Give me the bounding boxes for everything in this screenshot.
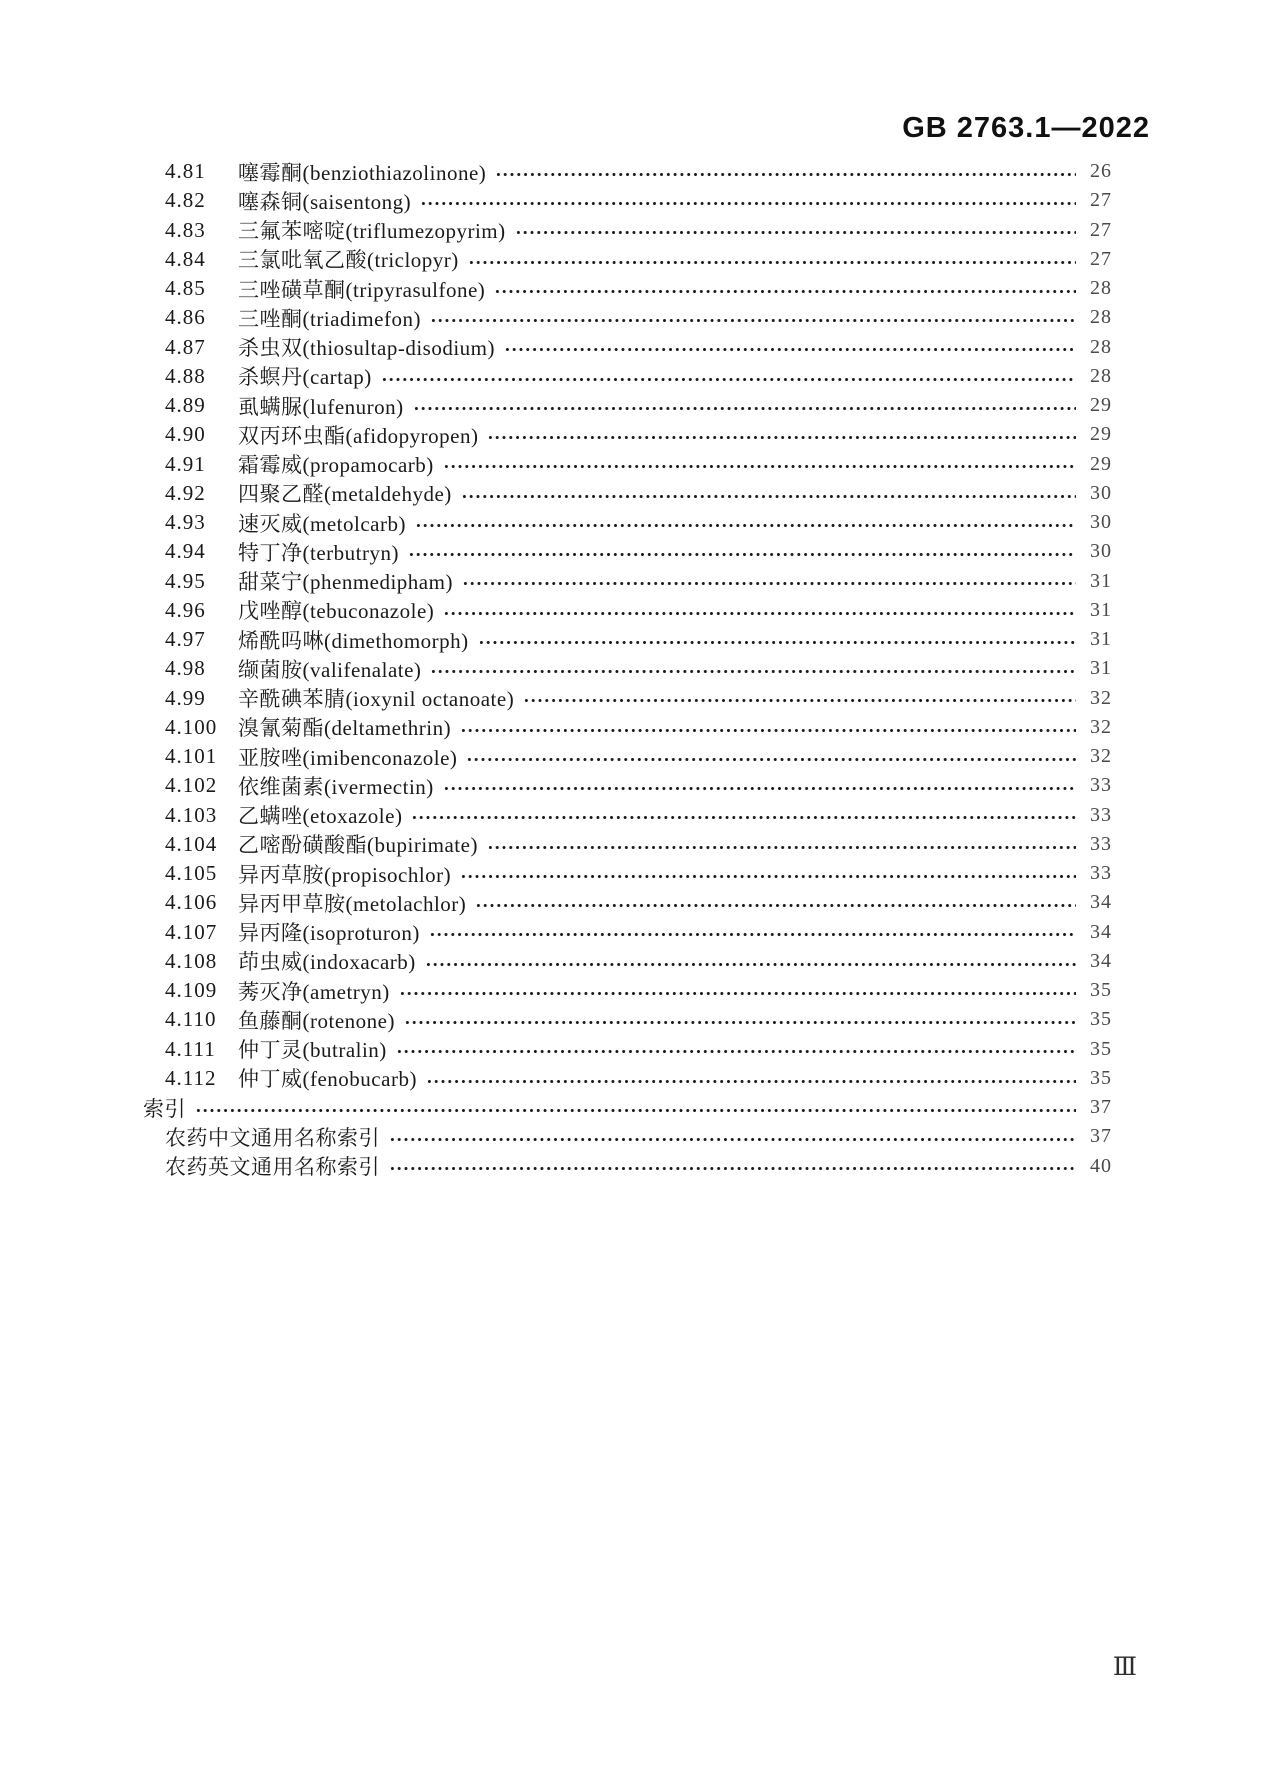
- toc-entry-number: 4.107: [165, 919, 218, 944]
- toc-entry-page: 33: [1090, 803, 1112, 826]
- toc-entry-title: 三氯吡氧乙酸(triclopyr): [238, 248, 459, 273]
- toc-entry: [165, 186, 1112, 215]
- toc-entry-page: 35: [1090, 1008, 1112, 1031]
- toc-entry: [143, 1093, 1112, 1122]
- toc-entry-number: 4.96: [165, 597, 206, 622]
- dot-leader: [426, 1064, 1076, 1093]
- toc-entry-page: 37: [1090, 1125, 1112, 1148]
- toc-entry: [165, 830, 1112, 859]
- toc-entry-title: 农药中文通用名称索引: [165, 1125, 380, 1150]
- toc-entry-page: 31: [1090, 569, 1112, 592]
- dot-leader: [430, 303, 1076, 332]
- toc-entry-title: 缬菌胺(valifenalate): [238, 657, 422, 682]
- toc-entry-page: 30: [1090, 540, 1112, 563]
- toc-entry: [165, 742, 1112, 771]
- toc-entry-page: 29: [1090, 423, 1112, 446]
- toc-entry-title: 三唑磺草酮(tripyrasulfone): [238, 277, 486, 302]
- dot-leader: [381, 362, 1076, 391]
- toc-entry-number: 4.93: [165, 510, 206, 535]
- toc-entry-page: 34: [1090, 891, 1112, 914]
- toc-entry-page: 33: [1090, 832, 1112, 855]
- dot-leader: [420, 186, 1076, 215]
- page-number: Ⅲ: [1112, 1654, 1137, 1681]
- toc-entry-page: 32: [1090, 686, 1112, 709]
- toc-entry-title: 烯酰吗啉(dimethomorph): [238, 628, 469, 653]
- toc-entry: [165, 625, 1112, 654]
- toc-entry-title: 鱼藤酮(rotenone): [238, 1008, 395, 1033]
- toc-entry-number: 4.92: [165, 480, 206, 505]
- dot-leader: [461, 479, 1076, 508]
- toc-entry-number: 4.94: [165, 539, 206, 564]
- dot-leader: [468, 245, 1076, 274]
- toc-entry-title: 四聚乙醛(metaldehyde): [238, 482, 452, 507]
- toc-entry: [165, 450, 1112, 479]
- toc-entry-page: 27: [1090, 218, 1112, 241]
- toc-entry: [165, 333, 1112, 362]
- toc-entry-number: 4.84: [165, 246, 206, 271]
- toc-entry-page: 40: [1090, 1154, 1112, 1177]
- toc-entry: [165, 567, 1112, 596]
- toc-entry-title: 依维菌素(ivermectin): [238, 774, 434, 799]
- toc-entry: [165, 1005, 1112, 1034]
- toc-entry: [165, 362, 1112, 391]
- toc-entry-page: 28: [1090, 364, 1112, 387]
- toc-entry-title: 异丙隆(isoproturon): [238, 921, 420, 946]
- toc-entry-title: 索引: [143, 1096, 186, 1121]
- toc-entry-title: 异丙甲草胺(metolachlor): [238, 891, 467, 916]
- dot-leader: [460, 859, 1076, 888]
- dot-leader: [515, 216, 1076, 245]
- dot-leader: [487, 420, 1076, 449]
- dot-leader: [443, 450, 1076, 479]
- toc-entry-title: 农药英文通用名称索引: [165, 1155, 380, 1180]
- toc-entry-number: 4.106: [165, 890, 218, 915]
- toc-entry-number: 4.82: [165, 188, 206, 213]
- toc-entry-number: 4.102: [165, 773, 218, 798]
- toc-entry-page: 33: [1090, 862, 1112, 885]
- toc-entry: [165, 684, 1112, 713]
- dot-leader: [389, 1122, 1076, 1151]
- toc-entry: [165, 1152, 1112, 1181]
- toc-entry-number: 4.110: [165, 1007, 217, 1032]
- toc-entry-number: 4.81: [165, 159, 206, 184]
- toc-entry: [165, 420, 1112, 449]
- toc-entry-number: 4.89: [165, 393, 206, 418]
- toc-entry-number: 4.101: [165, 744, 218, 769]
- toc-entry: [165, 508, 1112, 537]
- dot-leader: [475, 888, 1076, 917]
- toc-entry: [165, 596, 1112, 625]
- toc-entry-number: 4.104: [165, 831, 218, 856]
- dot-leader: [411, 801, 1076, 830]
- toc-entry-page: 29: [1090, 452, 1112, 475]
- toc-entry-title: 杀螟丹(cartap): [238, 365, 372, 390]
- toc-entry-number: 4.86: [165, 305, 206, 330]
- toc-entry-title: 辛酰碘苯腈(ioxynil octanoate): [238, 687, 515, 712]
- toc-entry-number: 4.87: [165, 334, 206, 359]
- toc-entry: [165, 888, 1112, 917]
- toc-entry-title: 杀虫双(thiosultap-disodium): [238, 336, 495, 361]
- toc-entry: [165, 216, 1112, 245]
- toc-entry: [165, 713, 1112, 742]
- toc-entry-number: 4.88: [165, 363, 206, 388]
- toc-entry-page: 30: [1090, 511, 1112, 534]
- toc-entry-page: 27: [1090, 189, 1112, 212]
- toc-entry-number: 4.109: [165, 978, 218, 1003]
- toc-entry: [165, 1035, 1112, 1064]
- toc-entry: [165, 771, 1112, 800]
- dot-leader: [443, 596, 1076, 625]
- toc-entry: [165, 157, 1112, 186]
- toc-entry-title: 虱螨脲(lufenuron): [238, 394, 404, 419]
- toc-entry-page: 37: [1090, 1096, 1112, 1119]
- toc-entry-title: 溴氰菊酯(deltamethrin): [238, 716, 452, 741]
- toc-entry-page: 33: [1090, 774, 1112, 797]
- dot-leader: [495, 157, 1076, 186]
- toc-entry-number: 4.111: [165, 1036, 216, 1061]
- dot-leader: [443, 771, 1076, 800]
- toc-entry-title: 特丁净(terbutryn): [238, 540, 399, 565]
- toc-entry-number: 4.105: [165, 861, 218, 886]
- toc-entry: [165, 479, 1112, 508]
- toc-entry-page: 35: [1090, 1037, 1112, 1060]
- toc-entry-page: 32: [1090, 715, 1112, 738]
- dot-leader: [413, 391, 1076, 420]
- toc-entry-title: 莠灭净(ametryn): [238, 979, 390, 1004]
- toc-entry-number: 4.99: [165, 685, 206, 710]
- dot-leader: [460, 713, 1076, 742]
- toc-entry-page: 30: [1090, 481, 1112, 504]
- standard-code: GB 2763.1—2022: [902, 112, 1150, 144]
- toc-entry-title: 戊唑醇(tebuconazole): [238, 599, 435, 624]
- toc-entry-title: 乙嘧酚磺酸酯(bupirimate): [238, 833, 478, 858]
- toc-entry-page: 28: [1090, 277, 1112, 300]
- toc-entry-number: 4.83: [165, 217, 206, 242]
- dot-leader: [487, 830, 1076, 859]
- dot-leader: [523, 684, 1076, 713]
- toc-entry-number: 4.98: [165, 656, 206, 681]
- toc-entry-title: 仲丁威(fenobucarb): [238, 1067, 417, 1092]
- toc-entry-page: 32: [1090, 745, 1112, 768]
- toc-entry: [165, 654, 1112, 683]
- toc-entry-number: 4.97: [165, 627, 206, 652]
- dot-leader: [466, 742, 1076, 771]
- toc-entry-page: 28: [1090, 335, 1112, 358]
- dot-leader: [389, 1152, 1076, 1181]
- toc-entry-page: 35: [1090, 979, 1112, 1002]
- toc-entry-title: 噻霉酮(benziothiazolinone): [238, 160, 487, 185]
- toc-entry-number: 4.95: [165, 568, 206, 593]
- toc-entry-title: 甜菜宁(phenmedipham): [238, 570, 453, 595]
- toc-entry: [165, 1122, 1112, 1151]
- dot-leader: [425, 947, 1076, 976]
- toc-entry: [165, 537, 1112, 566]
- toc-entry-page: 29: [1090, 394, 1112, 417]
- toc-entry-page: 34: [1090, 949, 1112, 972]
- dot-leader: [429, 918, 1076, 947]
- toc-entry-page: 35: [1090, 1066, 1112, 1089]
- toc-entry-page: 31: [1090, 628, 1112, 651]
- toc-entry-title: 异丙草胺(propisochlor): [238, 862, 452, 887]
- toc-entry-title: 仲丁灵(butralin): [238, 1038, 387, 1063]
- toc-list: [143, 157, 1112, 1181]
- toc-entry: [165, 859, 1112, 888]
- dot-leader: [430, 654, 1076, 683]
- toc-entry-title: 茚虫威(indoxacarb): [238, 950, 416, 975]
- toc-entry-page: 34: [1090, 920, 1112, 943]
- toc-entry: [165, 303, 1112, 332]
- toc-entry-number: 4.112: [165, 1065, 217, 1090]
- toc-entry: [165, 918, 1112, 947]
- toc-entry-page: 31: [1090, 598, 1112, 621]
- toc-entry: [165, 391, 1112, 420]
- toc-entry-number: 4.85: [165, 276, 206, 301]
- toc-entry: [165, 1064, 1112, 1093]
- toc-entry-page: 26: [1090, 160, 1112, 183]
- dot-leader: [195, 1093, 1076, 1122]
- dot-leader: [478, 625, 1076, 654]
- dot-leader: [462, 567, 1076, 596]
- toc-entry: [165, 245, 1112, 274]
- dot-leader: [396, 1035, 1076, 1064]
- toc-entry-page: 28: [1090, 306, 1112, 329]
- dot-leader: [504, 333, 1076, 362]
- toc-entry-title: 噻森铜(saisentong): [238, 189, 412, 214]
- dot-leader: [415, 508, 1076, 537]
- toc-entry-title: 亚胺唑(imibenconazole): [238, 745, 458, 770]
- toc-entry-number: 4.108: [165, 948, 218, 973]
- toc-entry: [165, 801, 1112, 830]
- toc-entry: [165, 976, 1112, 1005]
- toc-entry-page: 31: [1090, 657, 1112, 680]
- dot-leader: [408, 537, 1076, 566]
- toc-entry-title: 三氟苯嘧啶(triflumezopyrim): [238, 219, 506, 244]
- toc-entry-number: 4.91: [165, 451, 206, 476]
- dot-leader: [399, 976, 1076, 1005]
- toc-entry-title: 速灭威(metolcarb): [238, 511, 406, 536]
- toc-entry-title: 三唑酮(triadimefon): [238, 306, 421, 331]
- toc-entry-page: 27: [1090, 247, 1112, 270]
- toc-entry: [165, 947, 1112, 976]
- toc-entry-title: 双丙环虫酯(afidopyropen): [238, 423, 479, 448]
- dot-leader: [494, 274, 1076, 303]
- toc-entry-number: 4.90: [165, 422, 206, 447]
- toc-entry-number: 4.100: [165, 714, 218, 739]
- toc-entry-title: 霜霉威(propamocarb): [238, 453, 434, 478]
- dot-leader: [404, 1005, 1076, 1034]
- toc-entry-title: 乙螨唑(etoxazole): [238, 804, 403, 829]
- toc-entry-number: 4.103: [165, 802, 218, 827]
- toc-entry: [165, 274, 1112, 303]
